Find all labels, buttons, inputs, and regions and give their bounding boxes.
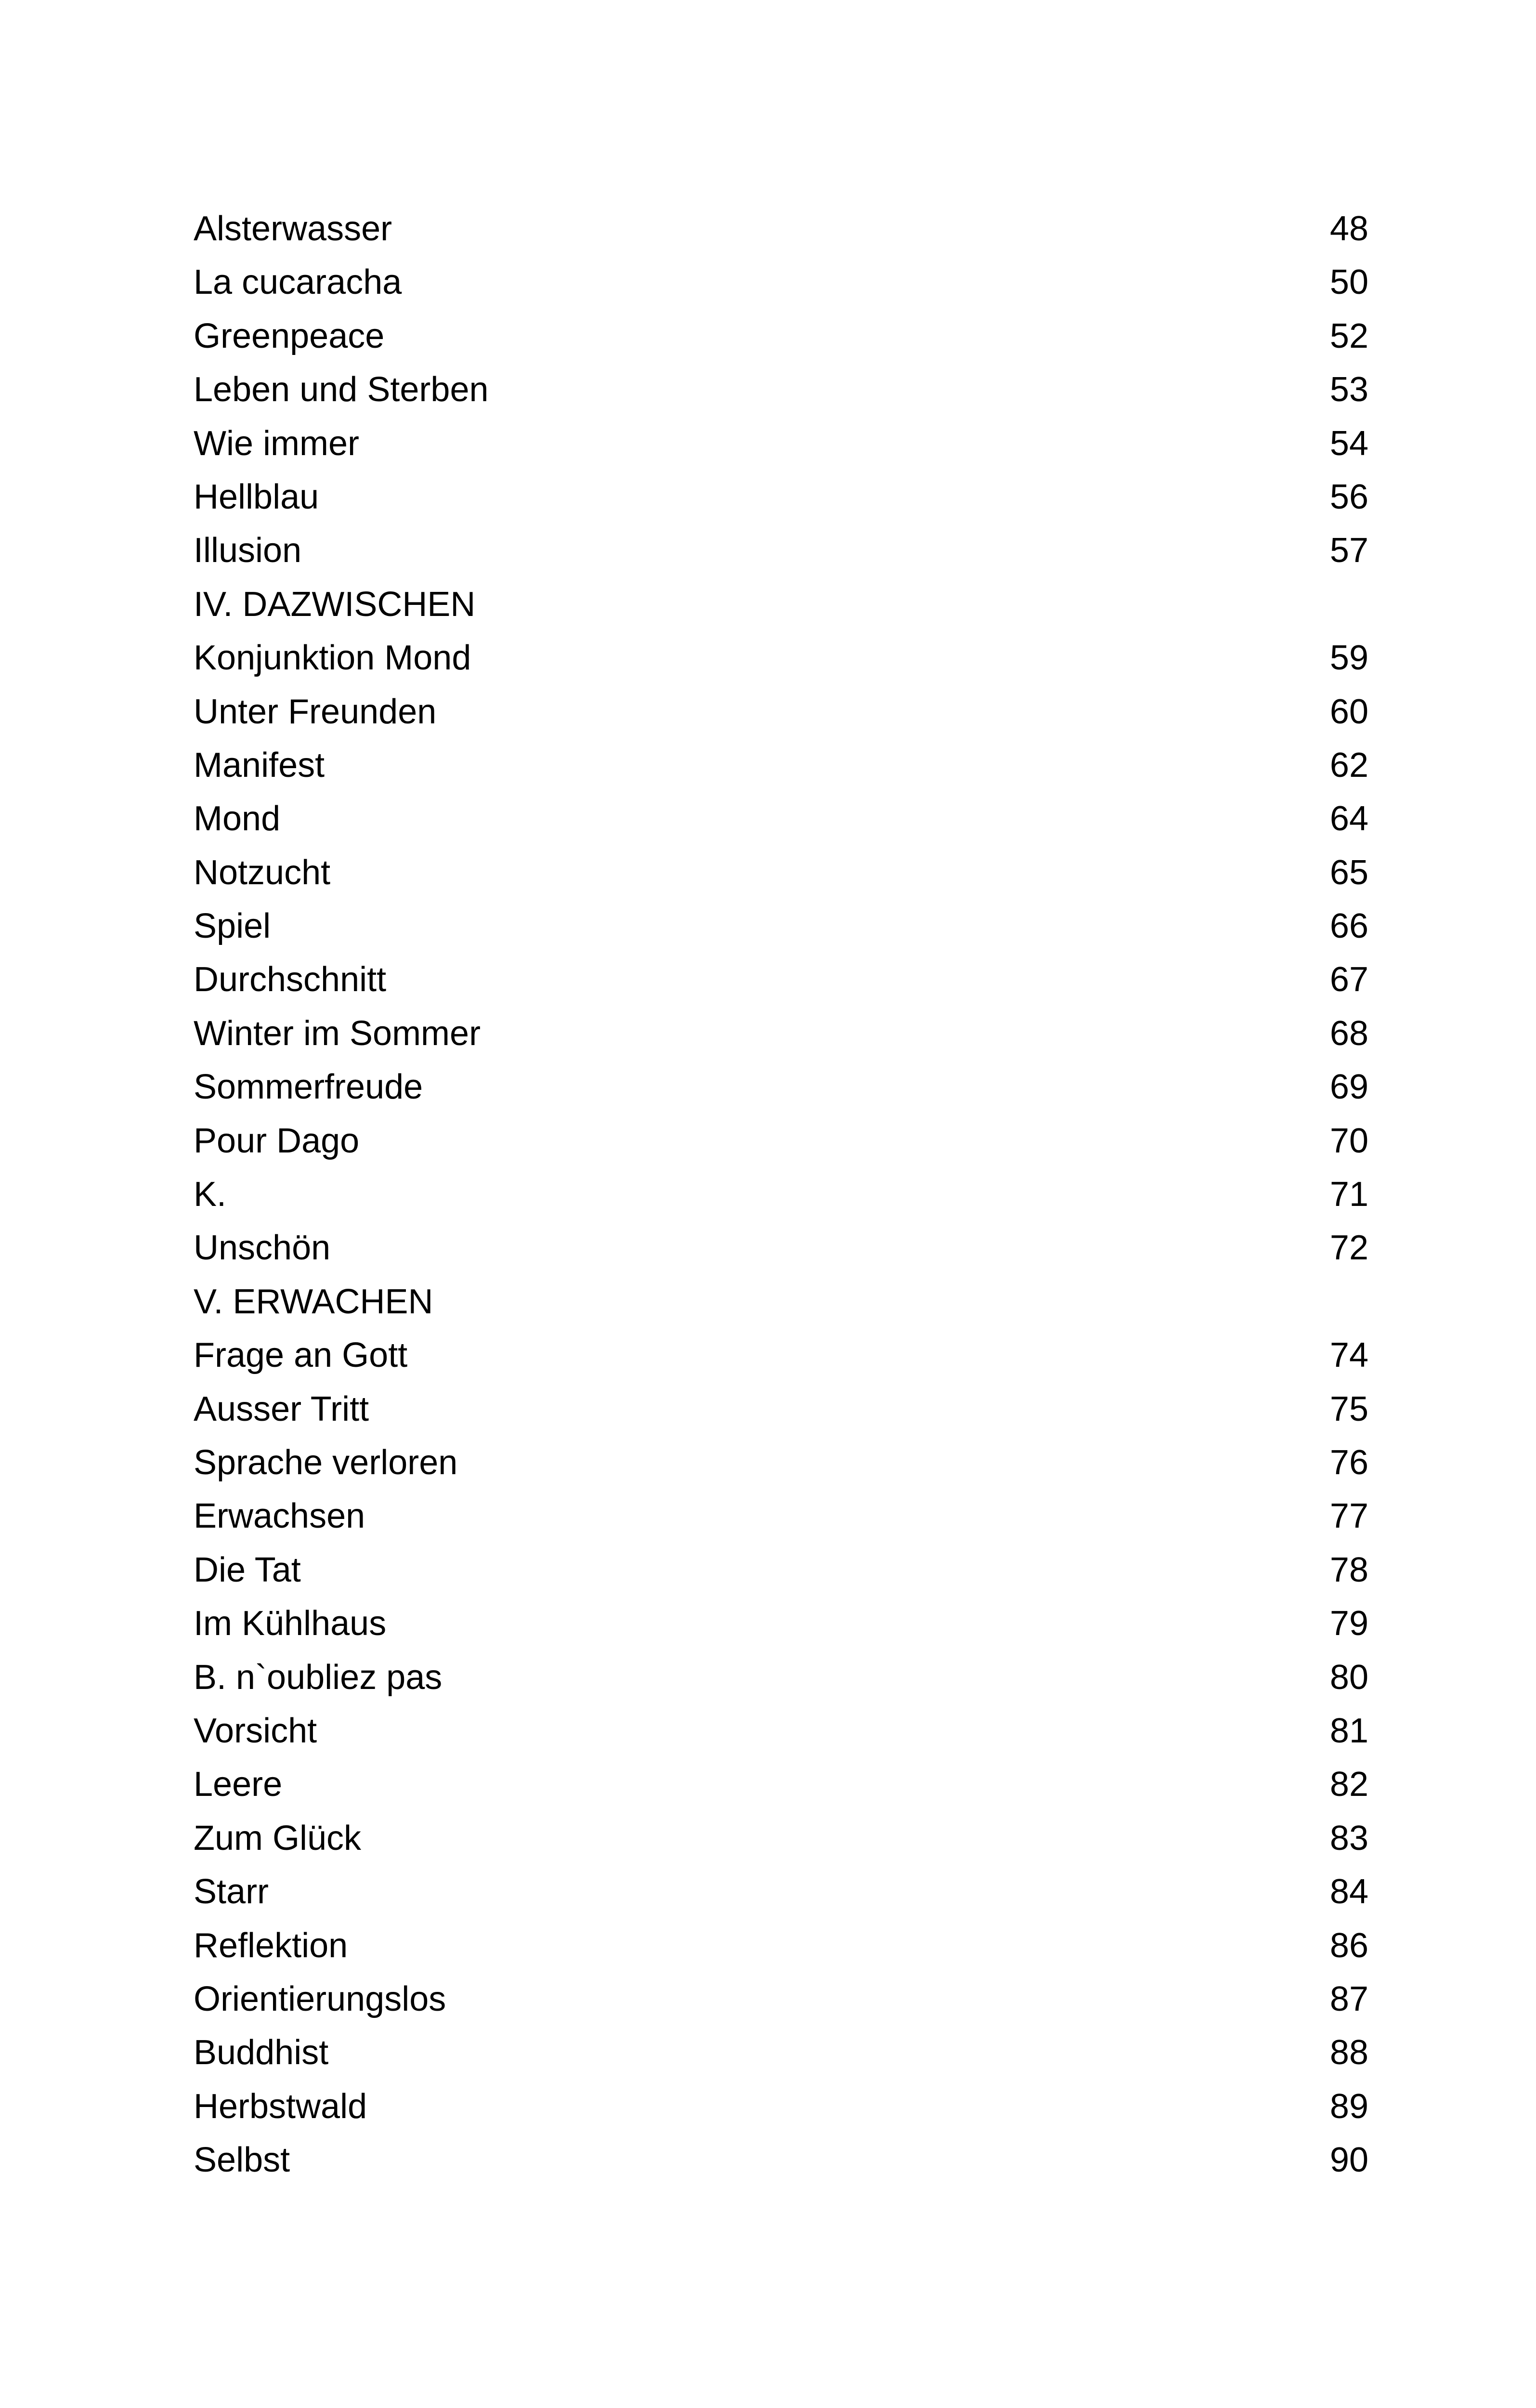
toc-entry-page-number: 72 (1329, 1229, 1368, 1268)
toc-entry-title: Ausser Tritt (194, 1389, 369, 1428)
toc-entry-page-number: 84 (1329, 1872, 1368, 1911)
toc-entry-page-number: 76 (1329, 1443, 1368, 1482)
toc-entry-page-number: 54 (1329, 424, 1368, 463)
toc-entry (194, 1436, 1368, 1490)
toc-entry-page-number: 80 (1329, 1658, 1368, 1697)
toc-entry-page-number: 69 (1329, 1068, 1368, 1107)
toc-entry-title: Unschön (194, 1229, 331, 1268)
toc-entry (194, 202, 1368, 256)
toc-entry-page-number: 57 (1329, 531, 1368, 570)
toc-entry-title: Im Kühlhaus (194, 1604, 387, 1643)
toc-entry-page-number: 74 (1329, 1336, 1368, 1375)
toc-entry (194, 2080, 1368, 2133)
toc-entry (194, 1544, 1368, 1597)
toc-entry-title: Zum Glück (194, 1819, 362, 1858)
toc-entry (194, 1812, 1368, 1865)
toc-entry-title: Greenpeace (194, 316, 385, 355)
toc-entry-page-number: 88 (1329, 2033, 1368, 2072)
toc-entry-title: La cucaracha (194, 263, 402, 302)
toc-entry-title: B. n`oubliez pas (194, 1658, 443, 1697)
toc-entry-page-number: 71 (1329, 1175, 1368, 1214)
toc-entry-title: Manifest (194, 746, 325, 785)
toc-entry-title: Winter im Sommer (194, 1014, 481, 1053)
toc-entry-page-number: 79 (1329, 1604, 1368, 1643)
toc-entry (194, 1758, 1368, 1811)
toc-entry (194, 631, 1368, 685)
toc-entry-page-number: 78 (1329, 1550, 1368, 1589)
toc-entry-title: Selbst (194, 2141, 290, 2180)
toc-entry-page-number: 86 (1329, 1926, 1368, 1965)
toc-entry (194, 1383, 1368, 1436)
toc-entry-title: Unter Freunden (194, 692, 437, 731)
toc-entry-page-number: 48 (1329, 209, 1368, 248)
toc-entry (194, 1704, 1368, 1758)
section-heading-title: V. ERWACHEN (194, 1282, 433, 1321)
toc-entry-title: Konjunktion Mond (194, 639, 471, 678)
toc-entry-page-number: 68 (1329, 1014, 1368, 1053)
toc-entry-page-number: 60 (1329, 692, 1368, 731)
toc-entry (194, 953, 1368, 1007)
toc-entry-page-number: 50 (1329, 263, 1368, 302)
toc-entry (194, 417, 1368, 471)
section-heading-title: IV. DAZWISCHEN (194, 585, 476, 624)
toc-entry (194, 685, 1368, 739)
toc-section-heading (194, 1275, 1368, 1329)
toc-entry-page-number: 56 (1329, 477, 1368, 516)
table-of-contents (194, 202, 1368, 2187)
toc-entry (194, 1007, 1368, 1060)
toc-entry-title: Vorsicht (194, 1711, 317, 1750)
toc-entry-page-number: 52 (1329, 316, 1368, 355)
toc-entry (194, 1114, 1368, 1168)
toc-entry (194, 2026, 1368, 2080)
toc-entry-title: Erwachsen (194, 1497, 365, 1536)
toc-entry-page-number: 87 (1329, 1979, 1368, 2018)
toc-entry (194, 1329, 1368, 1382)
toc-entry-title: Orientierungslos (194, 1979, 446, 2018)
toc-entry-page-number: 62 (1329, 746, 1368, 785)
toc-entry (194, 1490, 1368, 1543)
toc-entry-title: Leben und Sterben (194, 370, 489, 409)
toc-entry-page-number: 81 (1329, 1711, 1368, 1750)
toc-entry-title: Durchschnitt (194, 960, 387, 999)
toc-entry-title: Notzucht (194, 853, 331, 892)
toc-entry-page-number: 77 (1329, 1497, 1368, 1536)
toc-entry (194, 792, 1368, 846)
toc-entry (194, 310, 1368, 363)
toc-entry-page-number: 66 (1329, 907, 1368, 946)
toc-entry (194, 1919, 1368, 1973)
toc-entry-title: Frage an Gott (194, 1336, 408, 1375)
toc-entry-page-number: 67 (1329, 960, 1368, 999)
toc-entry-page-number: 53 (1329, 370, 1368, 409)
toc-entry (194, 1221, 1368, 1275)
toc-entry (194, 524, 1368, 577)
toc-entry-title: Mond (194, 799, 281, 838)
toc-entry-page-number: 65 (1329, 853, 1368, 892)
toc-entry (194, 1651, 1368, 1704)
toc-entry (194, 846, 1368, 900)
toc-entry-page-number: 70 (1329, 1121, 1368, 1160)
toc-entry-title: Starr (194, 1872, 269, 1911)
toc-entry (194, 1060, 1368, 1114)
toc-entry-page-number: 83 (1329, 1819, 1368, 1858)
toc-entry (194, 471, 1368, 524)
toc-entry-title: Spiel (194, 907, 271, 946)
toc-entry-title: Leere (194, 1765, 283, 1804)
toc-entry-page-number: 82 (1329, 1765, 1368, 1804)
toc-entry (194, 1973, 1368, 2026)
toc-entry-title: Illusion (194, 531, 302, 570)
toc-entry-title: Reflektion (194, 1926, 348, 1965)
toc-entry-title: Alsterwasser (194, 209, 392, 248)
toc-section-heading (194, 578, 1368, 631)
toc-entry-title: K. (194, 1175, 227, 1214)
toc-entry (194, 256, 1368, 309)
toc-entry-title: Herbstwald (194, 2087, 367, 2126)
toc-entry (194, 1865, 1368, 1919)
toc-entry-title: Buddhist (194, 2033, 329, 2072)
toc-entry-title: Sommerfreude (194, 1068, 423, 1107)
toc-entry (194, 1597, 1368, 1650)
toc-entry-page-number: 75 (1329, 1389, 1368, 1428)
toc-entry (194, 900, 1368, 953)
toc-entry (194, 739, 1368, 792)
toc-entry-title: Wie immer (194, 424, 359, 463)
toc-entry-title: Pour Dago (194, 1121, 360, 1160)
toc-entry-page-number: 59 (1329, 639, 1368, 678)
toc-entry-title: Sprache verloren (194, 1443, 458, 1482)
toc-entry-page-number: 90 (1329, 2141, 1368, 2180)
toc-entry-page-number: 89 (1329, 2087, 1368, 2126)
toc-entry (194, 363, 1368, 417)
toc-entry-title: Die Tat (194, 1550, 301, 1589)
toc-entry-page-number: 64 (1329, 799, 1368, 838)
toc-entry (194, 2133, 1368, 2187)
toc-entry-title: Hellblau (194, 477, 319, 516)
toc-entry (194, 1168, 1368, 1221)
